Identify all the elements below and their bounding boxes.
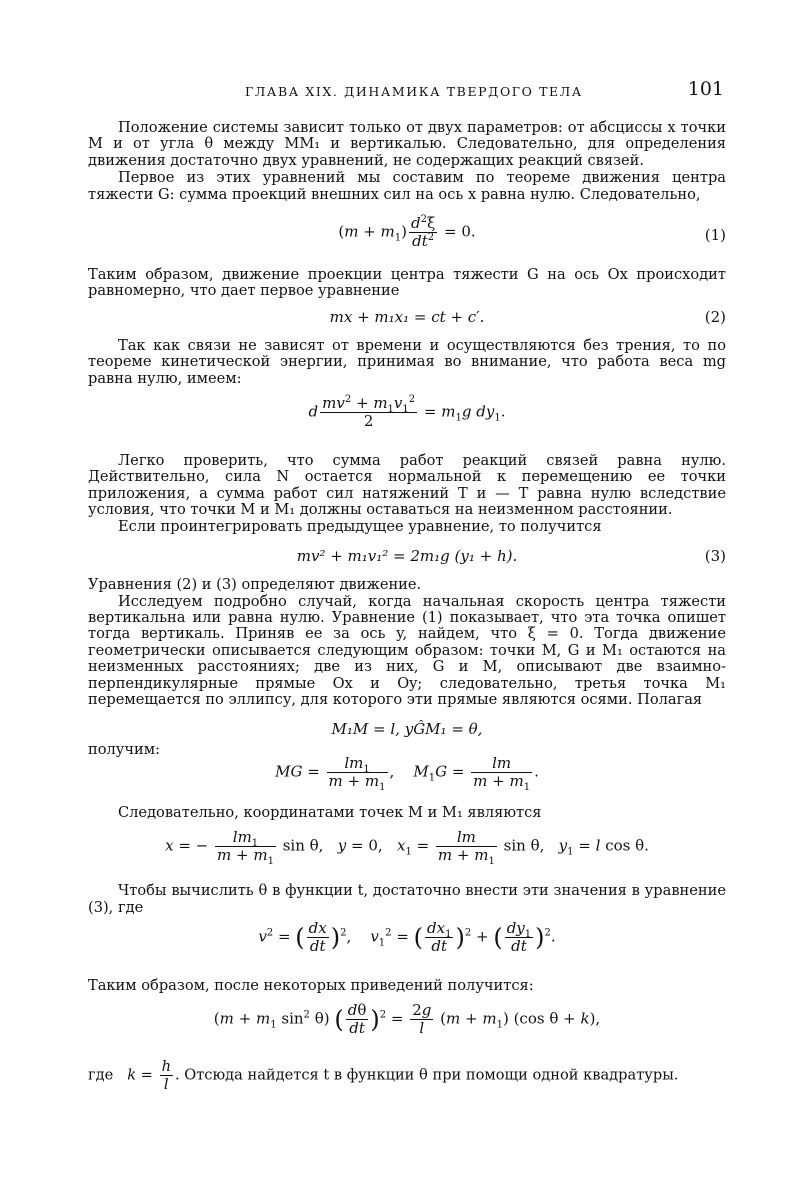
paragraph-13: где k = $\frac{h}{l}$ . Отсюда найдется t в функции θ при помощи одной квадратуры.	[88, 1058, 679, 1094]
paragraph-10: Следовательно, координатами точек M и M₁ являются	[118, 803, 542, 821]
paragraph-12: Таким образом, после некоторых приведений получится:	[88, 976, 534, 994]
paragraph-8: Исследуем подробно случай, когда начальная скорость центра тяжести вертикальна или равна нулю. Уравнение (1) показывает, что эта точка опишет тогда вертикаль. Приняв ее за ось y, найдем, что ξ = 0. Тогда движение геометрически описывается следующим образом: точки M, G и M₁ остаются на неизменных расстояниях; две из них, G и M, описывают две взаимно-перпендикулярные прямые Ox и Oy; следовательно, третья точка M₁ перемещается по эллипсу, для которого эти прямые являются осями. Полагая	[88, 592, 726, 708]
equation-5: MG = $\frac{lm_1}{m + m_1}$ , $M_1G$ = $\frac{lm}{m + m_1}$ .	[275, 753, 539, 793]
paragraph-13-lead: где	[88, 1066, 114, 1084]
equation-1: $(m + m_1)$ $\frac{d^2\xi}{dt^2}$ = 0. (1)	[338, 214, 726, 251]
page-header	[88, 78, 726, 108]
equation-3	[88, 543, 726, 569]
paragraph-9: получим:	[88, 741, 161, 759]
equation-2-body: mx + m₁x₁ = ct + c′.	[329, 307, 485, 326]
page-number: 101	[687, 78, 724, 100]
running-head: ГЛАВА XIX. ДИНАМИКА ТВЕРДОГО ТЕЛА	[245, 84, 583, 99]
equation-2	[88, 306, 726, 328]
equation-8: ($m + m_1$ $\sin^2 \theta$) ( $\frac{d\theta}{dt}$ )$^2$ = $\frac{2g}{l}$ $(m + m_1)$ (cos θ + k),	[213, 1001, 601, 1038]
paragraph-11: Чтобы вычислить θ в функции t, достаточно внести эти значения в уравнение (3), где	[88, 882, 726, 916]
equation-7: $v^2$ = ( $\frac{dx}{dt}$ )$^2$, $v_1^2$ = ( $\frac{dx_1}{dt}$ )$^2$ + ( $\frac{dy_1}{dt}$ )$^2$.	[258, 918, 556, 955]
paragraph-3: Таким образом, движение проекции центра тяжести G на ось Ox происходит равномерно, что дает первое уравнение	[88, 266, 726, 300]
paragraph-2: Первое из этих уравнений мы составим по теореме движения центра тяжести G: сумма проекций внешних сил на ось x равна нулю. Следовательно,	[88, 169, 726, 203]
equation-4-body: M₁M = l, yĜM₁ = θ,	[331, 720, 483, 739]
equation-1-number: (1)	[704, 225, 726, 244]
paragraph-5: Легко проверить, что сумма работ реакций связей равна нулю. Действительно, сила N остается нормальной к перемещению ее точки приложения, а сумма работ сил натяжений T и — T равна нулю вследствие условия, что точки M и M₁ должны оставаться на неизменном расстоянии.	[88, 452, 726, 519]
equation-4	[88, 718, 726, 740]
page-body	[88, 120, 726, 1093]
paragraph-7: Уравнения (2) и (3) определяют движение.	[88, 576, 422, 594]
paragraph-4: Так как связи не зависят от времени и осуществляются без трения, то по теореме кинетической энергии, принимая во внимание, что работа веса mg равна нулю, имеем:	[88, 336, 726, 387]
paragraph-1: Положение системы зависит только от двух параметров: от абсциссы x точки M и от угла θ между MM₁ и вертикалью. Следовательно, для определения движения достаточно двух уравнений, не содержащих реакций связей.	[88, 119, 726, 169]
equation-energy: d $\frac{mv^2 + m_1v_1^2}{2}$ = $m_1g$ $dy_1$.	[308, 394, 506, 431]
paragraph-13-tail: . Отсюда найдется t в функции θ при помощи одной квадратуры.	[174, 1066, 679, 1084]
equation-3-number: (3)	[704, 547, 726, 566]
paragraph-6: Если проинтегрировать предыдущее уравнение, то получится	[118, 517, 602, 535]
equation-3-body: mv² + m₁v₁² = 2m₁g (y₁ + h).	[296, 547, 518, 566]
equation-2-number: (2)	[704, 307, 726, 326]
equation-6: x = − $\frac{lm_1}{m + m_1}$ sin θ, y = 0, $x_1$ = $\frac{lm}{m + m_1}$ sin θ, $y_1 = l$ cos θ.	[165, 828, 649, 868]
